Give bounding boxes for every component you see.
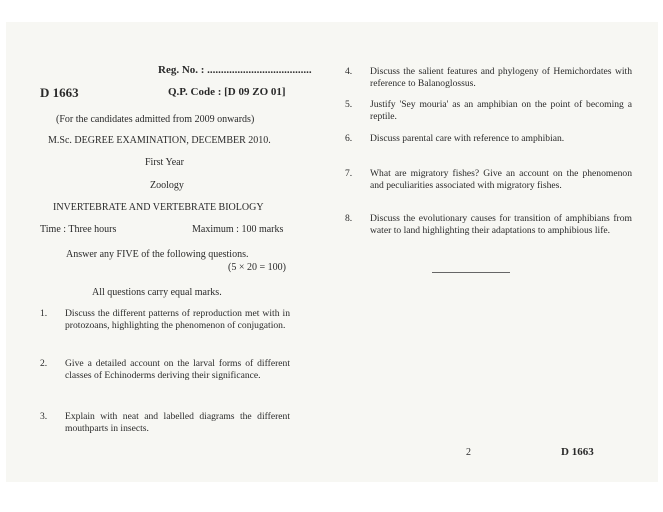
question-text: Explain with neat and labelled diagrams the different mouthparts in insects. [65, 411, 290, 434]
marks-formula: (5 × 20 = 100) [228, 262, 286, 273]
question-text: Give a detailed account on the larval forms of different classes of Echinoderms deriving their significance. [65, 358, 290, 381]
question-text: Discuss the evolutionary causes for transition of amphibians from water to land highlighting their adaptations to amphibious life. [370, 213, 632, 236]
question-number: 1. [40, 308, 48, 319]
qp-code: Q.P. Code : [D 09 ZO 01] [168, 86, 286, 98]
question-item [345, 66, 635, 94]
question-item [40, 358, 292, 398]
exam-title: M.Sc. DEGREE EXAMINATION, DECEMBER 2010. [48, 135, 271, 146]
question-number: 7. [345, 168, 353, 179]
footer-paper-code: D 1663 [561, 446, 594, 458]
question-item [345, 168, 635, 208]
end-divider [432, 272, 510, 273]
question-number: 4. [345, 66, 353, 77]
instruction: Answer any FIVE of the following questions. [66, 249, 249, 260]
time: Time : Three hours [40, 224, 117, 235]
candidates-note: (For the candidates admitted from 2009 onwards) [56, 114, 255, 125]
question-number: 2. [40, 358, 48, 369]
year: First Year [145, 157, 184, 168]
subject: Zoology [150, 180, 184, 191]
question-text: What are migratory fishes? Give an account on the phenomenon and peculiarities associated with migratory fishes. [370, 168, 632, 191]
question-text: Discuss the salient features and phylogeny of Hemichordates with reference to Balanoglossus. [370, 66, 632, 89]
question-number: 3. [40, 411, 48, 422]
question-number: 5. [345, 99, 353, 110]
paper-code: D 1663 [40, 85, 79, 100]
equal-marks: All questions carry equal marks. [92, 287, 222, 298]
question-text: Discuss the different patterns of reproduction met with in protozoans, highlighting the phenomenon of conjugation. [65, 308, 290, 331]
reg-no: Reg. No. : ...................................... [158, 64, 312, 76]
question-item [40, 308, 292, 348]
max-marks: Maximum : 100 marks [192, 224, 284, 235]
question-item [345, 213, 635, 253]
paper-title: INVERTEBRATE AND VERTEBRATE BIOLOGY [53, 202, 264, 213]
question-item [40, 411, 292, 441]
page-number: 2 [466, 447, 471, 458]
question-number: 8. [345, 213, 353, 224]
question-item [345, 99, 635, 127]
question-text: Justify 'Sey mouria' as an amphibian on the point of becoming a reptile. [370, 99, 632, 122]
question-text: Discuss parental care with reference to amphibian. [370, 133, 565, 144]
question-number: 6. [345, 133, 353, 144]
question-item [345, 133, 635, 161]
